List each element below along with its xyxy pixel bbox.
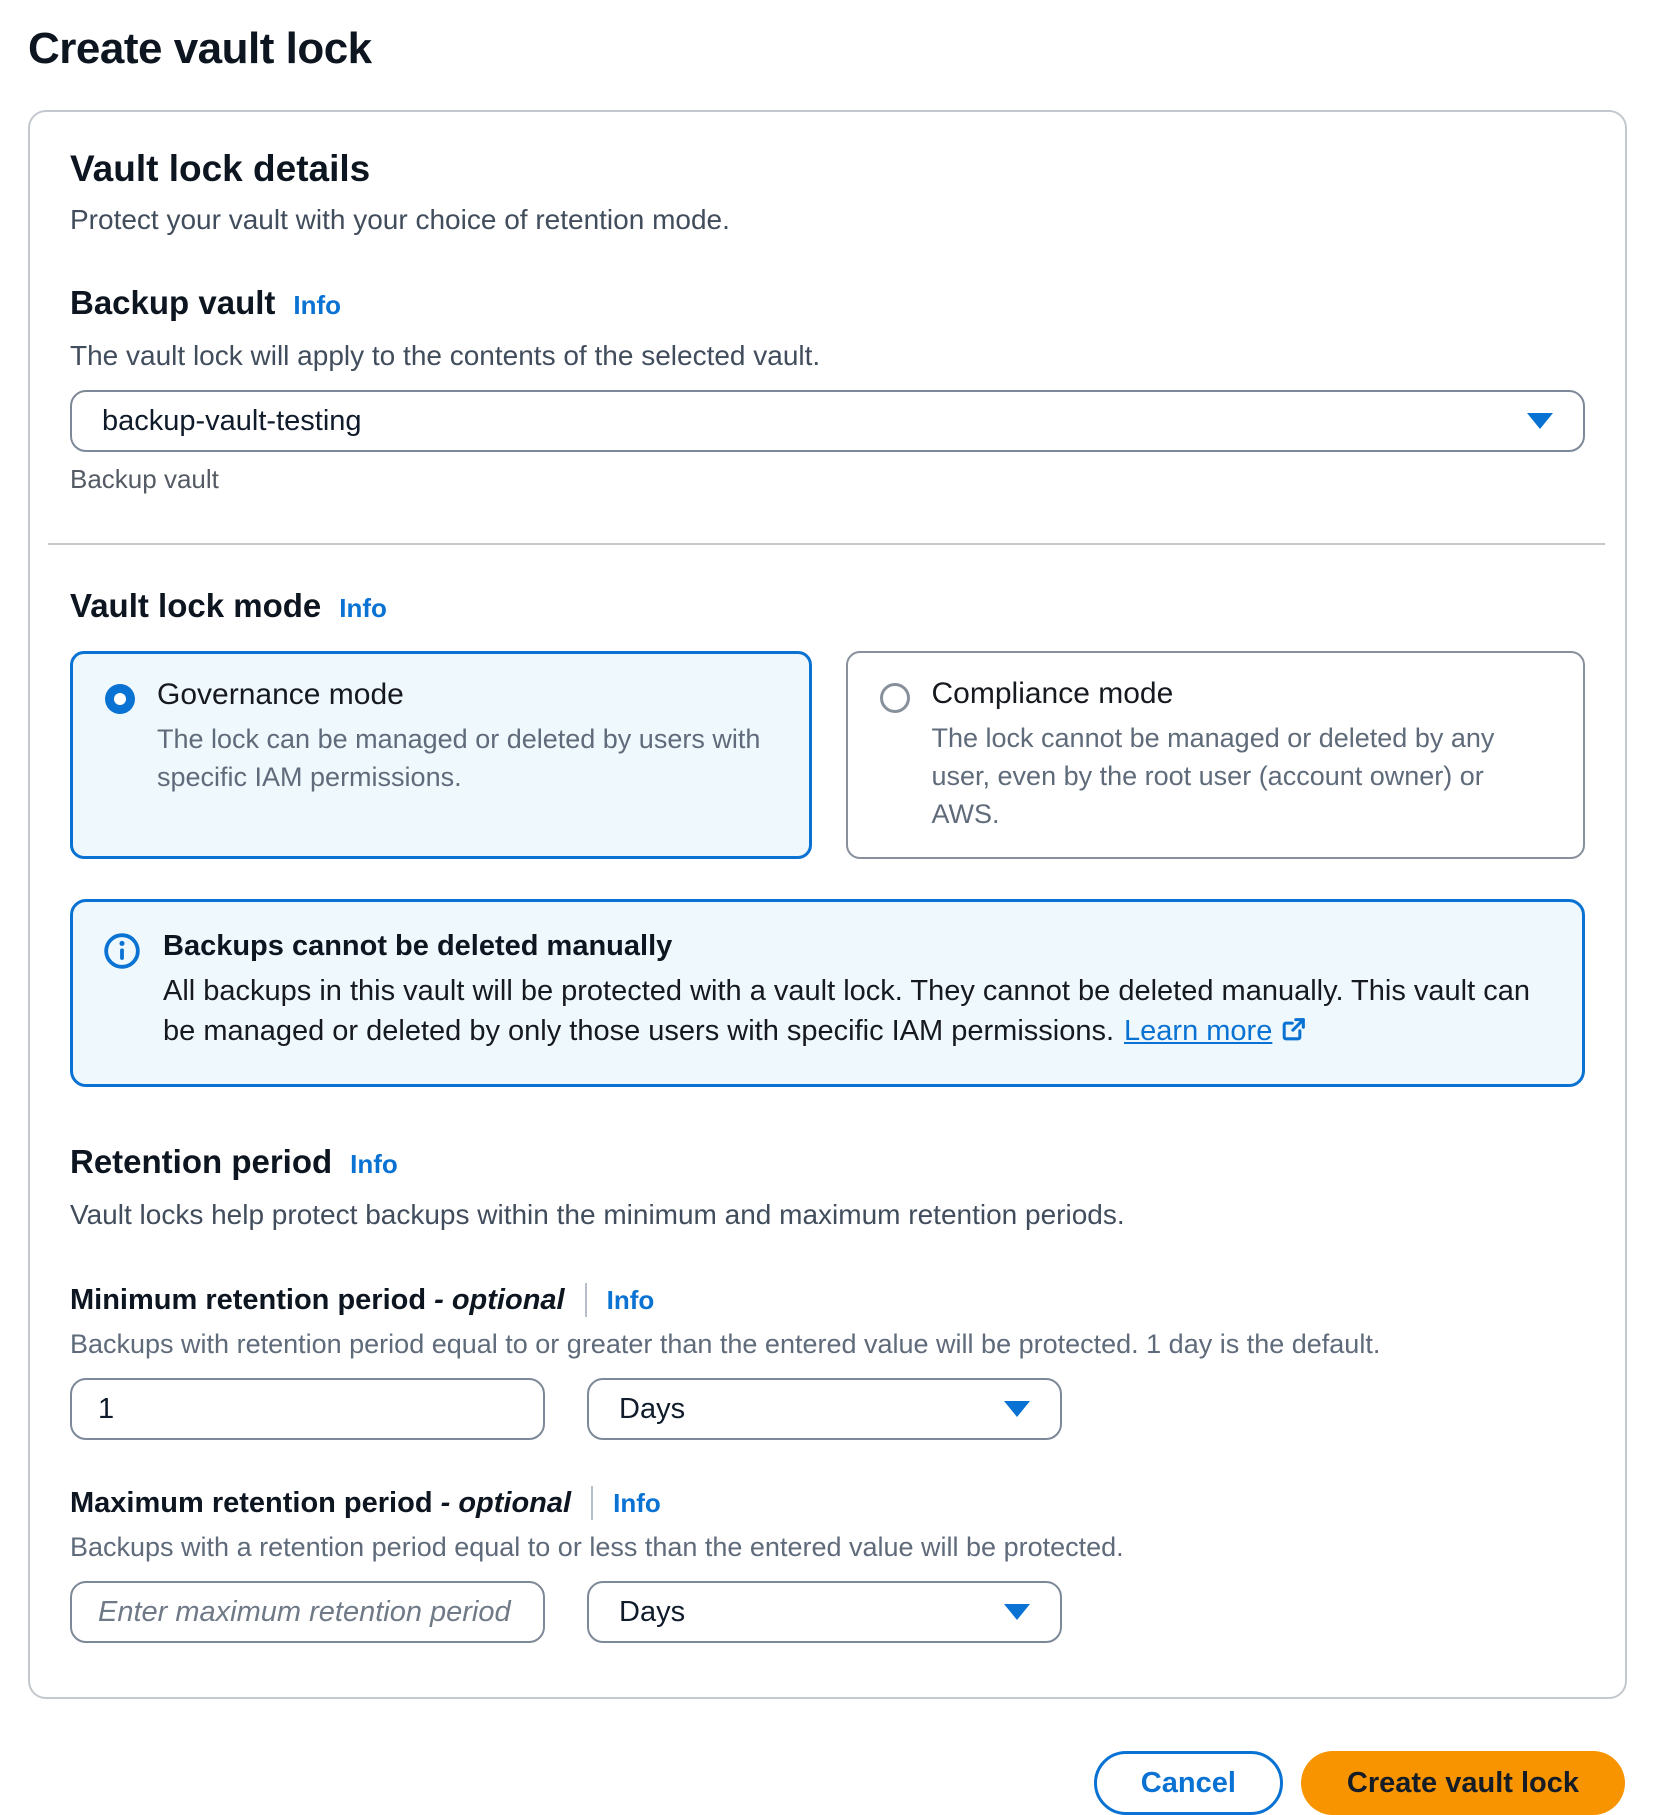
chevron-down-icon xyxy=(1004,1604,1030,1620)
radio-unselected-icon[interactable] xyxy=(880,683,910,713)
cancel-button[interactable]: Cancel xyxy=(1094,1751,1283,1815)
maximum-retention-value-input[interactable] xyxy=(70,1581,545,1643)
maximum-retention-label: Maximum retention period - optional xyxy=(70,1486,572,1519)
info-icon xyxy=(103,932,141,975)
maximum-retention-description: Backups with a retention period equal to or less than the entered value will be protected. xyxy=(70,1532,1124,1562)
vault-lock-details-panel xyxy=(28,110,1627,1699)
backup-vault-selected-value: backup-vault-testing xyxy=(102,404,362,437)
vault-lock-mode-info-link[interactable]: Info xyxy=(339,593,387,623)
retention-period-info-link[interactable]: Info xyxy=(350,1149,398,1179)
minimum-retention-label: Minimum retention period - optional xyxy=(70,1283,565,1316)
minimum-retention-unit-select[interactable] xyxy=(587,1378,1062,1440)
radio-selected-icon[interactable] xyxy=(105,684,135,714)
radio-tile-governance-mode[interactable] xyxy=(70,651,812,859)
optional-suffix: - optional xyxy=(440,1486,572,1519)
alert-body xyxy=(163,971,1550,1054)
minimum-retention-header xyxy=(70,1283,1585,1317)
panel-description: Protect your vault with your choice of retention mode. xyxy=(70,204,730,235)
minimum-retention-info-link[interactable]: Info xyxy=(606,1284,655,1315)
minimum-retention-value-input[interactable] xyxy=(70,1378,545,1440)
maximum-retention-unit-value: Days xyxy=(619,1595,686,1628)
retention-period-description: Vault locks help protect backups within the minimum and maximum retention periods. xyxy=(70,1199,1125,1230)
vault-lock-mode-header xyxy=(70,587,1585,625)
info-alert xyxy=(70,899,1585,1087)
radio-tile-compliance-mode[interactable] xyxy=(846,651,1586,859)
compliance-mode-description: The lock cannot be managed or deleted by any user, even by the root user (account owner) or AWS. xyxy=(931,723,1495,829)
label-separator xyxy=(585,1283,587,1317)
retention-period-header xyxy=(70,1143,1585,1181)
minimum-retention-description: Backups with retention period equal to or greater than the entered value will be protected. 1 day is the default. xyxy=(70,1329,1381,1359)
backup-vault-description: The vault lock will apply to the contents of the selected vault. xyxy=(70,340,821,371)
maximum-retention-info-link[interactable]: Info xyxy=(613,1487,661,1518)
vault-lock-mode-label: Vault lock mode xyxy=(70,587,322,624)
minimum-retention-unit-value: Days xyxy=(619,1392,686,1425)
backup-vault-info-link[interactable]: Info xyxy=(293,290,342,320)
maximum-retention-controls xyxy=(70,1581,1585,1643)
panel-title: Vault lock details xyxy=(70,148,371,189)
chevron-down-icon xyxy=(1004,1401,1030,1417)
alert-body-text: All backups in this vault will be protected with a vault lock. They cannot be deleted manually. This vault can be managed or deleted by only those users with specific IAM permissions. xyxy=(163,975,1530,1047)
alert-title: Backups cannot be deleted manually xyxy=(163,930,673,962)
maximum-retention-header xyxy=(70,1486,1585,1520)
optional-suffix: - optional xyxy=(434,1283,565,1316)
compliance-mode-title: Compliance mode xyxy=(931,677,1174,710)
page-title: Create vault lock xyxy=(28,24,372,73)
learn-more-link[interactable]: Learn more xyxy=(1124,1015,1273,1047)
vault-lock-mode-options xyxy=(70,651,1585,859)
create-vault-lock-button[interactable]: Create vault lock xyxy=(1301,1751,1625,1815)
chevron-down-icon xyxy=(1527,413,1553,429)
label-separator xyxy=(591,1486,593,1520)
retention-period-label: Retention period xyxy=(70,1143,333,1180)
backup-vault-select[interactable] xyxy=(70,390,1585,452)
maximum-retention-unit-select[interactable] xyxy=(587,1581,1062,1643)
backup-vault-header xyxy=(70,284,1585,322)
section-divider xyxy=(48,543,1605,545)
external-link-icon[interactable] xyxy=(1280,1014,1308,1054)
form-actions xyxy=(0,1751,1625,1815)
governance-mode-description: The lock can be managed or deleted by users with specific IAM permissions. xyxy=(157,724,761,792)
governance-mode-title: Governance mode xyxy=(157,678,404,711)
backup-vault-label: Backup vault xyxy=(70,284,276,321)
backup-vault-helper-text: Backup vault xyxy=(70,464,219,494)
minimum-retention-controls xyxy=(70,1378,1585,1440)
